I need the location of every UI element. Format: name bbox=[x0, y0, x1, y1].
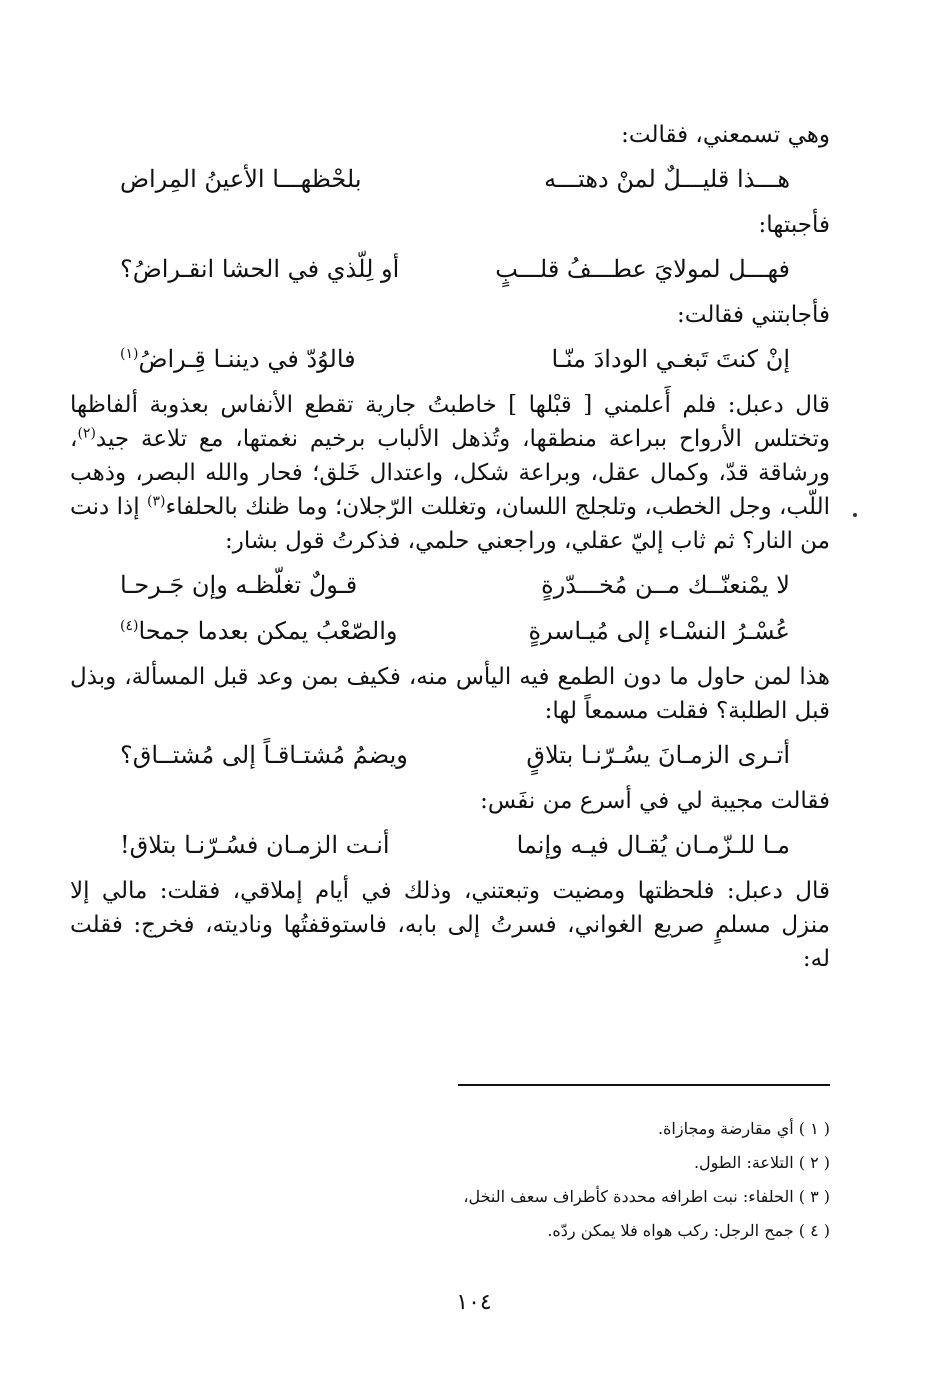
verse-7 bbox=[70, 828, 830, 862]
verse-4-first-hemistich: لا يمْنعنّــك مــن مُخـــدّرةٍ bbox=[541, 571, 790, 599]
paragraph-1-part-a: قال دعبل: فلم أَعلمني [ قبْلها ] خاطبتُ جارية تقطع الأنفاس بعذوبة ألفاظها وتختلس الأرواح ببراعة منطقها، وتُذهل الألباب برخيم نغمتها، مع تلاعة جيد bbox=[70, 392, 830, 452]
verse-3 bbox=[70, 342, 830, 376]
paragraph-1-part-c: إذا دنت من النار؟ ثم ثاب إليّ عقلي، وراجعني حلمي، فذكرتُ قول بشار: bbox=[70, 494, 830, 554]
verse-6-first-hemistich: أتـرى الزمـانَ يسُـرّنـا بتلاقٍ bbox=[526, 741, 790, 769]
verse-6 bbox=[70, 738, 830, 772]
verse-1 bbox=[70, 162, 830, 196]
verse-4 bbox=[70, 568, 830, 602]
footnote-4: ( ٤ ) جمح الرجل: ركب هواه فلا يمكن ردّه. bbox=[547, 1221, 830, 1240]
narration-line-4: فقالت مجيبة لي في أسرع من نفَس: bbox=[480, 788, 830, 814]
verse-5-text: والصّعْبُ يمكن بعدما جمحا bbox=[138, 617, 398, 645]
verse-3-first-hemistich: إنْ كنتَ تَبغـي الودادَ منّـا bbox=[551, 345, 790, 373]
footnote-ref-1: (١) bbox=[120, 346, 139, 362]
verse-5 bbox=[70, 614, 830, 648]
paragraph-3: قال دعبل: فلحظتها ومضيت وتبعتني، وذلك في أيام إملاقي، فقلت: مالي إلا منزل مسلمٍ صريع الغواني، فسرتُ إلى بابه، فاستوقفتُها وناديته، فخرج: فقلت له: bbox=[70, 878, 830, 972]
verse-1-second-hemistich: بلحْظهـــا الأعينُ المِراض bbox=[120, 165, 362, 193]
footnote-1: ( ١ ) أي مقارضة ومجازاة. bbox=[657, 1119, 830, 1138]
footnote-divider bbox=[458, 1084, 830, 1086]
verse-2-second-hemistich: أو لِلّذي في الحشا انقـراضُ؟ bbox=[120, 255, 400, 283]
verse-5-first-hemistich: عُسْـرُ النسْـاء إلى مُيـاسرةٍ bbox=[528, 617, 790, 645]
paragraph-1 bbox=[70, 388, 830, 558]
verse-2-first-hemistich: فهـــل لمولايَ عطـــفُ قلـــبٍ bbox=[495, 255, 790, 283]
scan-dot bbox=[853, 513, 857, 517]
verse-3-text: فالوُدّ في ديننـا قِـراضُ bbox=[138, 345, 356, 373]
verse-2 bbox=[70, 252, 830, 286]
footnotes bbox=[110, 1112, 830, 1248]
footnote-ref-4: (٤) bbox=[120, 618, 139, 634]
narration-line-2: فأجبتها: bbox=[758, 212, 830, 238]
paragraph-2: هذا لمن حاول ما دون الطمع فيه اليأس منه، فكيف بمن وعد قبل المسألة، وبذل قبل الطلبة؟ فقلت مسمعاً لها: bbox=[70, 664, 830, 724]
page-body bbox=[70, 110, 830, 980]
footnote-ref-2: (٢) bbox=[77, 425, 96, 442]
verse-1-first-hemistich: هـــذا قليـــلٌ لمنْ دهتـــه bbox=[544, 165, 790, 193]
footnote-ref-3: (٣) bbox=[147, 493, 166, 510]
footnote-3: ( ٣ ) الحلفاء: نبت اطرافه محددة كأطراف سعف النخل، bbox=[463, 1187, 830, 1206]
narration-line-3: فأجابتني فقالت: bbox=[677, 302, 830, 328]
narration-line-1: وهي تسمعني، فقالت: bbox=[621, 122, 830, 148]
verse-7-second-hemistich: أنـت الزمـان فسُـرّنـا بتلاق! bbox=[120, 831, 390, 859]
footnote-2: ( ٢ ) التلاعة: الطول. bbox=[693, 1153, 830, 1172]
verse-7-first-hemistich: مـا للـزّمـان يُقـال فيـه وإنما bbox=[516, 831, 790, 859]
verse-4-second-hemistich: قـولٌ تغلّظـه وإن جَـرحـا bbox=[120, 571, 358, 599]
verse-5-second-hemistich bbox=[120, 614, 398, 648]
verse-3-second-hemistich bbox=[120, 342, 356, 376]
verse-6-second-hemistich: ويضمُ مُشتـاقـاً إلى مُشتــاق؟ bbox=[120, 741, 408, 769]
paragraph-1-part-b: ، ورشاقة قدّ، وكمال عقل، وبراعة شكل، واعتدال خَلق؛ فحار والله البصر، وذهب اللّب، وجل الخطب، وتلجلج اللسان، وتغللت الرّجلان؛ وما ظنك بالحلفاء bbox=[70, 426, 831, 520]
page-number: ١٠٤ bbox=[456, 1290, 492, 1315]
